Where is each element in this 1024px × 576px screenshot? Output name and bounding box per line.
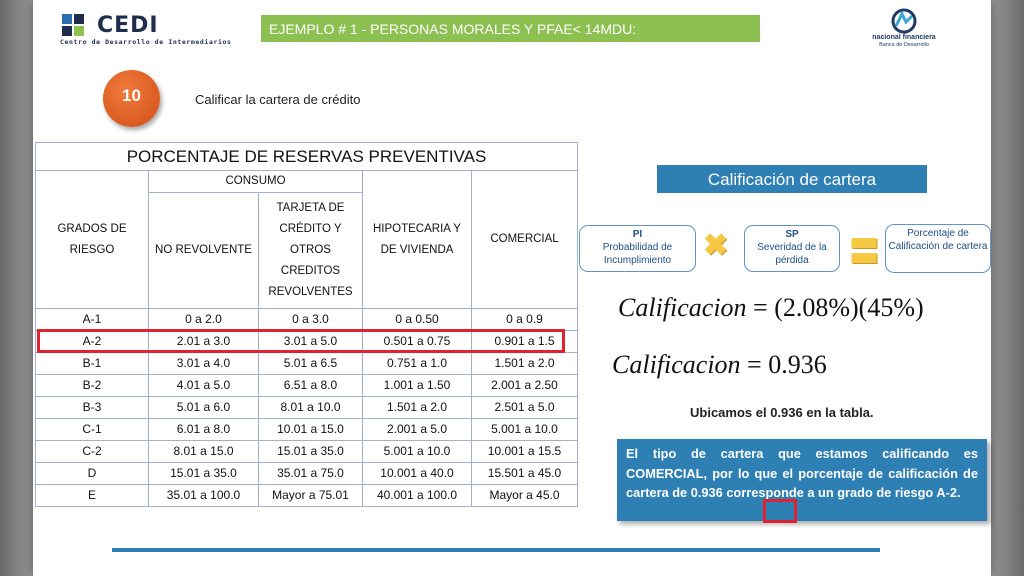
pi-box — [579, 225, 696, 272]
table-cell: 0.501 a 0.75 — [363, 331, 472, 353]
pi-title: PI — [632, 229, 643, 240]
table-cell: 1.501 a 2.0 — [472, 353, 578, 375]
header-hipotecaria: HIPOTECARIA Y DE VIVIENDA — [363, 171, 472, 309]
table-cell: 5.01 a 6.0 — [149, 397, 259, 419]
table-cell: 3.01 a 4.0 — [149, 353, 259, 375]
table-cell: 2.01 a 3.0 — [149, 331, 259, 353]
equals-icon: 〓 — [849, 236, 879, 269]
header-grados: GRADOS DE RIESGO — [36, 171, 149, 309]
table-cell: 0 a 0.50 — [363, 309, 472, 331]
table-cell: 2.501 a 5.0 — [472, 397, 578, 419]
table-cell: 10.001 a 15.5 — [472, 441, 578, 463]
table-cell: 35.01 a 100.0 — [149, 485, 259, 507]
nafin-emblem-icon — [884, 8, 924, 34]
table-cell: 35.01 a 75.0 — [259, 463, 363, 485]
table-cell: 3.01 a 5.0 — [259, 331, 363, 353]
table-cell: 8.01 a 15.0 — [149, 441, 259, 463]
reserves-table — [35, 142, 578, 507]
table-row — [36, 353, 578, 375]
calificacion-title: Calificación de cartera — [657, 165, 927, 193]
table-cell: 0 a 3.0 — [259, 309, 363, 331]
sp-subtitle: Severidad de la pérdida — [757, 242, 827, 266]
table-title: PORCENTAJE DE RESERVAS PREVENTIVAS — [36, 143, 578, 171]
result-text: Porcentaje de Calificación de cartera — [888, 228, 988, 252]
formula-2-expression: = 0.936 — [740, 350, 827, 379]
cedi-logo-icon — [60, 12, 94, 38]
sp-title: SP — [785, 229, 799, 240]
table-row — [36, 463, 578, 485]
table-cell: 0 a 0.9 — [472, 309, 578, 331]
table-row — [36, 309, 578, 331]
table-cell: A-1 — [36, 309, 149, 331]
table-row — [36, 397, 578, 419]
table-cell: 8.01 a 10.0 — [259, 397, 363, 419]
table-cell: 2.001 a 2.50 — [472, 375, 578, 397]
header-no-revolvente: NO REVOLVENTE — [149, 193, 259, 309]
row-highlight-box — [37, 329, 565, 353]
table-row — [36, 441, 578, 463]
table-cell: 10.001 a 40.0 — [363, 463, 472, 485]
cedi-logo — [60, 10, 232, 50]
table-cell: 1.001 a 1.50 — [363, 375, 472, 397]
table-row — [36, 375, 578, 397]
nafin-subtitle: Banca de Desarrollo — [879, 42, 929, 48]
table-cell: 5.01 a 6.5 — [259, 353, 363, 375]
table-cell: 10.01 a 15.0 — [259, 419, 363, 441]
table-cell: Mayor a 45.0 — [472, 485, 578, 507]
cedi-logo-subtitle: Centro de Desarrollo de Intermediarios — [60, 38, 232, 46]
table-cell: 6.01 a 8.0 — [149, 419, 259, 441]
table-cell: 4.01 a 5.0 — [149, 375, 259, 397]
header-comercial: COMERCIAL — [472, 171, 578, 309]
step-number-badge: 10 — [103, 70, 160, 127]
table-cell: 6.51 a 8.0 — [259, 375, 363, 397]
slide-title: EJEMPLO # 1 - PERSONAS MORALES Y PFAE< 14MDU: — [261, 15, 760, 42]
table-cell: E — [36, 485, 149, 507]
cedi-logo-text: CEDI — [97, 13, 159, 38]
header-consumo: CONSUMO — [149, 171, 363, 193]
table-cell: B-2 — [36, 375, 149, 397]
formula-1-variable: Calificacion — [618, 293, 747, 322]
sp-box — [744, 225, 840, 272]
right-frame — [991, 0, 1024, 576]
table-cell: B-1 — [36, 353, 149, 375]
table-cell: B-3 — [36, 397, 149, 419]
table-cell: 2.001 a 5.0 — [363, 419, 472, 441]
header-tarjeta: TARJETA DE CRÉDITO Y OTROS CREDITOS REVOLVENTES — [259, 193, 363, 309]
conclusion-note: El tipo de cartera que estamos calificando es COMERCIAL, por lo que el porcentaje de calificación de cartera de 0.936 corresponde a un grado de riesgo A-2. — [617, 439, 987, 521]
table-cell: 15.01 a 35.0 — [259, 441, 363, 463]
formula-1 — [618, 293, 924, 323]
table-cell: Mayor a 75.01 — [259, 485, 363, 507]
grade-highlight-box — [763, 499, 797, 523]
result-box — [885, 224, 991, 273]
table-cell: 1.501 a 2.0 — [363, 397, 472, 419]
table-cell: D — [36, 463, 149, 485]
table-cell: 5.001 a 10.0 — [363, 441, 472, 463]
table-cell: C-1 — [36, 419, 149, 441]
ubicamos-text: Ubicamos el 0.936 en la tabla. — [690, 405, 874, 420]
formula-1-expression: = (2.08%)(45%) — [746, 293, 924, 322]
nafin-logo — [858, 8, 950, 52]
table-cell: 0.751 a 1.0 — [363, 353, 472, 375]
formula-2 — [612, 350, 827, 380]
table-cell: 15.501 a 45.0 — [472, 463, 578, 485]
table-cell: 0 a 2.0 — [149, 309, 259, 331]
table-cell: 0.901 a 1.5 — [472, 331, 578, 353]
table-cell: C-2 — [36, 441, 149, 463]
left-frame — [0, 0, 33, 576]
table-cell: 40.001 a 100.0 — [363, 485, 472, 507]
step-description: Calificar la cartera de crédito — [195, 92, 361, 107]
table-row — [36, 419, 578, 441]
table-cell: 15.01 a 35.0 — [149, 463, 259, 485]
nafin-name: nacional financiera — [872, 34, 936, 41]
formula-2-variable: Calificacion — [612, 350, 741, 379]
multiply-icon: ✖ — [703, 229, 729, 262]
table-cell: A-2 — [36, 331, 149, 353]
table-cell: 5.001 a 10.0 — [472, 419, 578, 441]
table-row — [36, 485, 578, 507]
bottom-divider — [112, 548, 880, 552]
pi-subtitle: Probabilidad de Incumplimiento — [602, 242, 673, 266]
